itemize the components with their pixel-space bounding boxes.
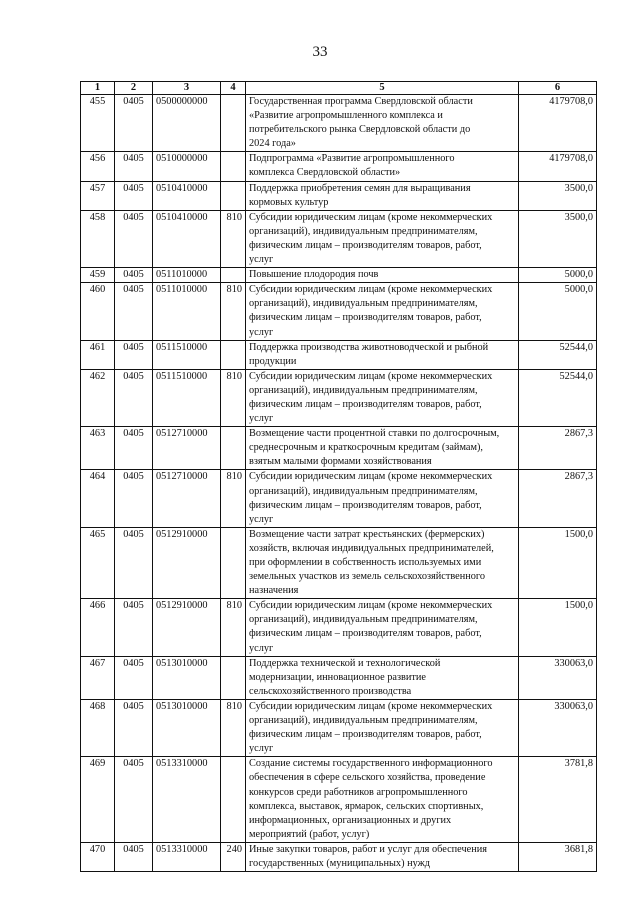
expense-type-code [221, 757, 246, 843]
table-row [81, 656, 597, 699]
item-description [246, 527, 519, 598]
expense-type-code: 810 [221, 283, 246, 340]
expense-type-code [221, 427, 246, 470]
section-code: 0405 [115, 757, 153, 843]
table-row [81, 152, 597, 181]
row-number: 467 [81, 656, 115, 699]
section-code: 0405 [115, 181, 153, 210]
section-code: 0405 [115, 470, 153, 527]
header-col-6: 6 [519, 82, 597, 95]
item-description [246, 599, 519, 656]
description-line: Иные закупки товаров, работ и услуг для обеспечения [249, 843, 487, 855]
row-number: 465 [81, 527, 115, 598]
section-code: 0405 [115, 268, 153, 283]
item-description [246, 699, 519, 756]
table-row [81, 599, 597, 656]
description-line: кормовых культур [249, 196, 329, 208]
description-line: Поддержка приобретения семян для выращивания [249, 182, 471, 194]
item-description [246, 757, 519, 843]
description-line: «Развитие агропромышленного комплекса и [249, 110, 443, 122]
target-article-code: 0512910000 [153, 599, 221, 656]
amount: 5000,0 [519, 283, 597, 340]
expense-type-code [221, 152, 246, 181]
amount: 5000,0 [519, 268, 597, 283]
amount: 1500,0 [519, 527, 597, 598]
row-number: 468 [81, 699, 115, 756]
expense-type-code: 810 [221, 470, 246, 527]
row-number: 458 [81, 210, 115, 267]
budget-table [80, 81, 597, 872]
description-line: Подпрограмма «Развитие агропромышленного [249, 153, 455, 165]
amount: 4179708,0 [519, 152, 597, 181]
row-number: 466 [81, 599, 115, 656]
section-code: 0405 [115, 656, 153, 699]
table-row [81, 427, 597, 470]
row-number: 456 [81, 152, 115, 181]
section-code: 0405 [115, 95, 153, 152]
target-article-code: 0513010000 [153, 699, 221, 756]
row-number: 470 [81, 842, 115, 871]
section-code: 0405 [115, 427, 153, 470]
description-line: организаций), индивидуальным предпринимателям, [249, 614, 478, 626]
expense-type-code: 810 [221, 699, 246, 756]
target-article-code: 0513010000 [153, 656, 221, 699]
header-col-5: 5 [246, 82, 519, 95]
header-row [81, 82, 597, 95]
table-row [81, 527, 597, 598]
page-number: 33 [312, 44, 328, 60]
item-description [246, 95, 519, 152]
description-line: государственных (муниципальных) нужд [249, 857, 430, 869]
description-line: физическим лицам – производителям товаров, работ, [249, 499, 482, 511]
description-line: Возмещение части затрат крестьянских (фермерских) [249, 528, 485, 540]
table-body [81, 95, 597, 872]
description-line: Субсидии юридическим лицам (кроме некоммерческих [249, 284, 493, 296]
amount: 52544,0 [519, 340, 597, 369]
section-code: 0405 [115, 599, 153, 656]
expense-type-code [221, 656, 246, 699]
section-code: 0405 [115, 369, 153, 426]
amount: 3500,0 [519, 210, 597, 267]
description-line: обеспечения в сфере сельского хозяйства, проведение [249, 772, 486, 784]
row-number: 463 [81, 427, 115, 470]
section-code: 0405 [115, 152, 153, 181]
description-line: Создание системы государственного информационного [249, 758, 493, 770]
description-line: при оформлении в собственность используемых ими [249, 557, 482, 568]
header-col-2: 2 [115, 82, 153, 95]
row-number: 462 [81, 369, 115, 426]
table-row [81, 757, 597, 843]
expense-type-code: 810 [221, 210, 246, 267]
description-line: организаций), индивидуальным предпринимателям, [249, 225, 478, 237]
description-line: комплекса, выставок, ярмарок, сельских спортивных, [249, 800, 484, 812]
table-row [81, 699, 597, 756]
description-line: услуг [249, 743, 274, 755]
section-code: 0405 [115, 210, 153, 267]
item-description [246, 656, 519, 699]
description-line: сельскохозяйственного производства [249, 685, 412, 697]
target-article-code: 0510410000 [153, 181, 221, 210]
amount: 2867,3 [519, 470, 597, 527]
amount: 3781,8 [519, 757, 597, 843]
amount: 330063,0 [519, 699, 597, 756]
target-article-code: 0511510000 [153, 340, 221, 369]
target-article-code: 0511010000 [153, 283, 221, 340]
target-article-code: 0513310000 [153, 757, 221, 843]
expense-type-code [221, 95, 246, 152]
table-row [81, 181, 597, 210]
description-line: организаций), индивидуальным предпринимателям, [249, 485, 478, 497]
header-col-1: 1 [81, 82, 115, 95]
item-description [246, 152, 519, 181]
description-line: среднесрочным и краткосрочным кредитам (займам), [249, 442, 483, 454]
description-line: организаций), индивидуальным предпринимателям, [249, 715, 478, 727]
item-description [246, 283, 519, 340]
amount: 3500,0 [519, 181, 597, 210]
table-row [81, 369, 597, 426]
item-description [246, 210, 519, 267]
row-number: 455 [81, 95, 115, 152]
description-line: физическим лицам – производителям товаров, работ, [249, 729, 482, 741]
target-article-code: 0511510000 [153, 369, 221, 426]
table-row [81, 340, 597, 369]
header-col-3: 3 [153, 82, 221, 95]
table-row [81, 842, 597, 871]
table-row [81, 268, 597, 283]
amount: 3681,8 [519, 842, 597, 871]
item-description [246, 427, 519, 470]
description-line: услуг [249, 513, 274, 525]
header-col-4: 4 [221, 82, 246, 95]
item-description [246, 369, 519, 426]
expense-type-code: 810 [221, 369, 246, 426]
section-code: 0405 [115, 283, 153, 340]
section-code: 0405 [115, 699, 153, 756]
description-line: Государственная программа Свердловской области [249, 96, 473, 107]
section-code: 0405 [115, 527, 153, 598]
description-line: Субсидии юридическим лицам (кроме некоммерческих [249, 600, 493, 612]
amount: 330063,0 [519, 656, 597, 699]
description-line: Возмещение части процентной ставки по долгосрочным, [249, 428, 500, 440]
amount: 1500,0 [519, 599, 597, 656]
row-number: 457 [81, 181, 115, 210]
description-line: модернизации, инновационное развитие [249, 671, 426, 683]
section-code: 0405 [115, 842, 153, 871]
target-article-code: 0510410000 [153, 210, 221, 267]
expense-type-code [221, 268, 246, 283]
description-line: Поддержка технической и технологической [249, 657, 441, 669]
table-row [81, 210, 597, 267]
item-description [246, 842, 519, 871]
description-line: хозяйств, включая индивидуальных предпринимателей, [249, 542, 494, 554]
expense-type-code: 810 [221, 599, 246, 656]
expense-type-code [221, 340, 246, 369]
description-line: потребительского рынка Свердловской области до [249, 124, 471, 136]
expense-type-code [221, 181, 246, 210]
description-line: 2024 года» [249, 138, 296, 150]
description-line: физическим лицам – производителям товаров, работ, [249, 628, 482, 640]
description-line: Субсидии юридическим лицам (кроме некоммерческих [249, 211, 493, 223]
row-number: 459 [81, 268, 115, 283]
item-description [246, 268, 519, 283]
description-line: Субсидии юридическим лицам (кроме некоммерческих [249, 370, 493, 382]
expense-type-code: 240 [221, 842, 246, 871]
amount: 4179708,0 [519, 95, 597, 152]
target-article-code: 0512710000 [153, 470, 221, 527]
item-description [246, 470, 519, 527]
description-line: физическим лицам – производителям товаров, работ, [249, 312, 482, 324]
description-line: Повышение плодородия почв [249, 269, 379, 281]
row-number: 460 [81, 283, 115, 340]
description-line: организаций), индивидуальным предпринимателям, [249, 384, 478, 396]
description-line: услуг [249, 326, 274, 338]
amount: 2867,3 [519, 427, 597, 470]
target-article-code: 0512710000 [153, 427, 221, 470]
description-line: Поддержка производства животноводческой и рыбной [249, 341, 489, 353]
description-line: физическим лицам – производителям товаров, работ, [249, 239, 482, 251]
target-article-code: 0500000000 [153, 95, 221, 152]
expense-type-code [221, 527, 246, 598]
description-line: физическим лицам – производителям товаров, работ, [249, 398, 482, 410]
description-line: мероприятий (работ, услуг) [249, 828, 370, 840]
amount: 52544,0 [519, 369, 597, 426]
table-row [81, 95, 597, 152]
item-description [246, 181, 519, 210]
target-article-code: 0511010000 [153, 268, 221, 283]
description-line: земельных участков из земель сельскохозяйственного [249, 571, 486, 583]
row-number: 461 [81, 340, 115, 369]
description-line: конкурсов среди работников агропромышленного [249, 786, 468, 798]
target-article-code: 0510000000 [153, 152, 221, 181]
description-line: продукции [249, 355, 297, 367]
row-number: 469 [81, 757, 115, 843]
description-line: назначения [249, 585, 299, 597]
table-row [81, 283, 597, 340]
description-line: Субсидии юридическим лицам (кроме некоммерческих [249, 700, 493, 712]
section-code: 0405 [115, 340, 153, 369]
target-article-code: 0513310000 [153, 842, 221, 871]
description-line: услуг [249, 642, 274, 654]
row-number: 464 [81, 470, 115, 527]
description-line: информационных, организационных и других [249, 814, 452, 826]
table-row [81, 470, 597, 527]
description-line: услуг [249, 254, 274, 266]
target-article-code: 0512910000 [153, 527, 221, 598]
description-line: услуг [249, 413, 274, 425]
item-description [246, 340, 519, 369]
description-line: организаций), индивидуальным предпринимателям, [249, 298, 478, 310]
description-line: Субсидии юридическим лицам (кроме некоммерческих [249, 471, 493, 483]
description-line: комплекса Свердловской области» [249, 167, 401, 179]
description-line: взятым малыми формами хозяйствования [249, 456, 432, 468]
